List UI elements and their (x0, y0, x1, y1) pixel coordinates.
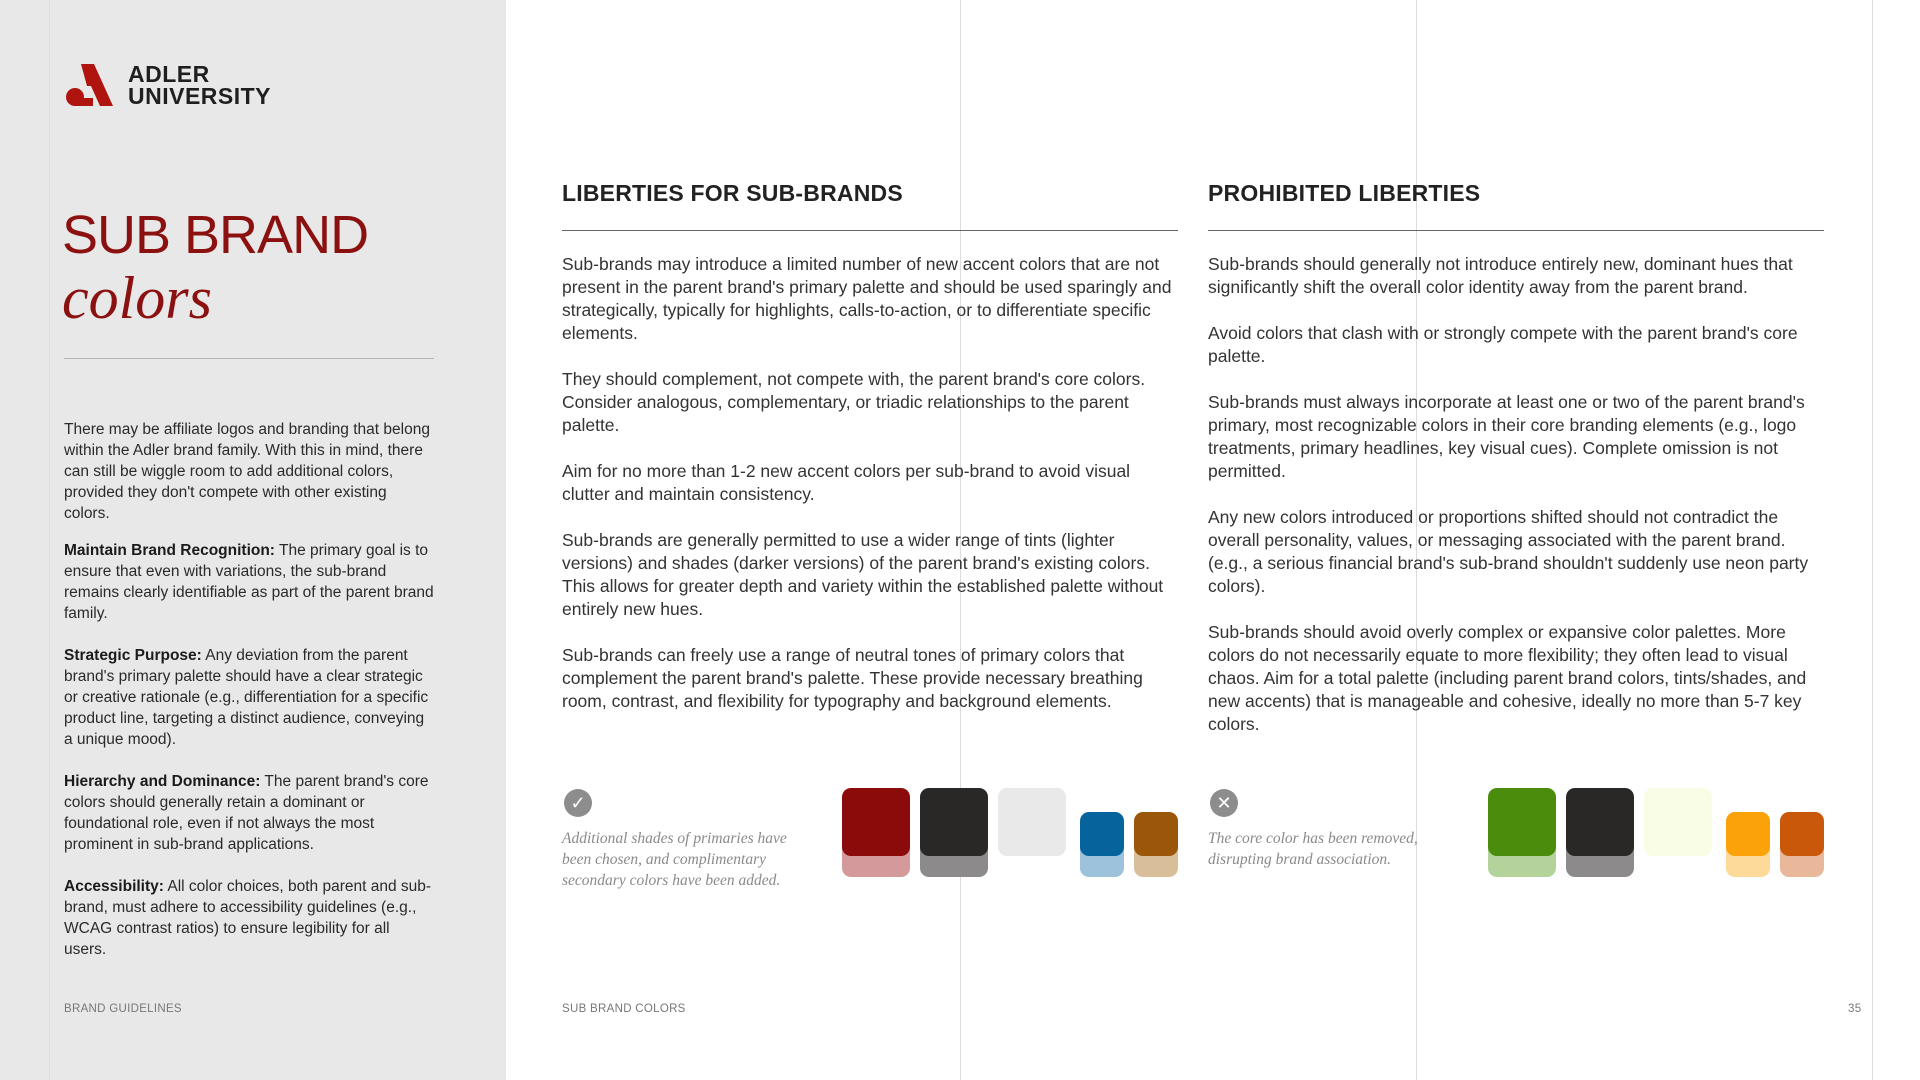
point-text: The parent brand's core colors should generally retain a dominant or foundational role, even if not always the most prominent in sub-brand applications. (64, 773, 429, 853)
liberties-paragraph: Sub-brands may introduce a limited number of new accent colors that are not present in the parent brand's primary palette and should be used sparingly and strategically, typically for highlights, calls-to-action, or to differentiate specific elements. (562, 254, 1172, 343)
liberties-paragraph: Sub-brands are generally permitted to use a wider range of tints (lighter versions) and shades (darker versions) of the parent brand's existing colors. This allows for greater depth and variety within the established palette without entirely new hues. (562, 530, 1164, 619)
good-swatch (998, 788, 1066, 856)
prohibited-heading: PROHIBITED LIBERTIES (1208, 180, 1481, 206)
good-swatch (842, 788, 910, 856)
prohibited-divider (1208, 230, 1824, 231)
intro-text: There may be affiliate logos and branding that belong within the Adler brand family. With this in mind, there can still be wiggle room to add additional colors, provided they don't compete with other existing colors. (64, 421, 430, 522)
point-label: Maintain Brand Recognition: (64, 542, 275, 559)
check-icon: ✓ (564, 789, 592, 817)
good-example-caption: Additional shades of primaries have been chosen, and complimentary secondary colors have been added. (562, 830, 787, 889)
prohibited-paragraph: Sub-brands must always incorporate at least one or two of the parent brand's primary, most recognizable colors in their core branding elements (e.g., logo treatments, primary headlines, key visual cues). Complete omission is not permitted. (1208, 392, 1805, 481)
liberties-paragraph: Aim for no more than 1-2 new accent colors per sub-brand to avoid visual clutter and maintain consistency. (562, 461, 1131, 504)
liberties-column (562, 180, 1178, 736)
point-text: All color choices, both parent and sub-brand, must adhere to accessibility guidelines (e.g., WCAG contrast ratios) to ensure legibility for all users. (64, 878, 432, 958)
bad-swatch (1780, 812, 1824, 856)
logo-line1: ADLER (128, 61, 210, 87)
guide-line (49, 0, 50, 1080)
point-hierarchy (64, 771, 436, 855)
page-subtitle: colors (62, 265, 212, 331)
point-accessibility (64, 876, 436, 960)
prohibited-paragraph: Any new colors introduced or proportions shifted should not contradict the overall personality, values, or messaging associated with the parent brand. (e.g., a serious financial brand's sub-brand shouldn't suddenly use neon party colors). (1208, 507, 1809, 596)
good-swatch (1134, 812, 1178, 856)
point-label: Hierarchy and Dominance: (64, 773, 261, 790)
footer-left: BRAND GUIDELINES (64, 1003, 182, 1015)
bad-swatch (1644, 788, 1712, 856)
point-strategic-purpose (64, 645, 436, 750)
prohibited-paragraph: Avoid colors that clash with or strongly compete with the parent brand's core palette. (1208, 323, 1798, 366)
liberties-paragraph: They should complement, not compete with, the parent brand's core colors. Consider analogous, complementary, or triadic relationships to the parent palette. (562, 369, 1146, 435)
title-divider (64, 358, 434, 359)
liberties-divider (562, 230, 1178, 231)
good-swatch (920, 788, 988, 856)
bad-swatch (1566, 788, 1634, 856)
liberties-heading: LIBERTIES FOR SUB-BRANDS (562, 180, 903, 206)
liberties-paragraph: Sub-brands can freely use a range of neutral tones of primary colors that complement the parent brand's palette. These provide necessary breathing room, contrast, and flexibility for typography and background elements. (562, 645, 1143, 711)
page-title: SUB BRAND (62, 205, 369, 265)
page-number: 35 (1848, 1003, 1862, 1015)
prohibited-column (1208, 180, 1824, 759)
prohibited-paragraph: Sub-brands should avoid overly complex or expansive color palettes. More colors do not necessarily equate to more flexibility; they often lead to visual chaos. Aim for a total palette (including parent brand colors, tints/shades, and new accents) that is manageable and cohesive, ideally no more than 5-7 key colors. (1208, 622, 1807, 734)
point-text: Any deviation from the parent brand's primary palette should have a clear strategic or creative rationale (e.g., differentiation for a specific product line, targeting a distinct audience, conveying a unique mood). (64, 647, 429, 748)
logo-line2: UNIVERSITY (128, 83, 272, 109)
point-label: Strategic Purpose: (64, 647, 202, 664)
point-label: Accessibility: (64, 878, 164, 895)
point-text: The primary goal is to ensure that even with variations, the sub-brand remains clearly identifiable as part of the parent brand family. (64, 542, 434, 622)
point-brand-recognition (64, 540, 436, 624)
bad-example-caption: The core color has been removed, disrupting brand association. (1208, 830, 1418, 868)
adler-logo (64, 62, 271, 108)
bad-swatch (1488, 788, 1556, 856)
adler-a-mark-icon (64, 62, 114, 108)
prohibited-paragraph: Sub-brands should generally not introduce entirely new, dominant hues that significantly shift the overall color identity away from the parent brand. (1208, 254, 1793, 297)
guide-line (1872, 0, 1873, 1080)
footer-center: SUB BRAND COLORS (562, 1003, 686, 1015)
logo-wordmark (128, 63, 271, 107)
good-swatch (1080, 812, 1124, 856)
bad-swatch (1726, 812, 1770, 856)
x-icon: ✕ (1210, 789, 1238, 817)
